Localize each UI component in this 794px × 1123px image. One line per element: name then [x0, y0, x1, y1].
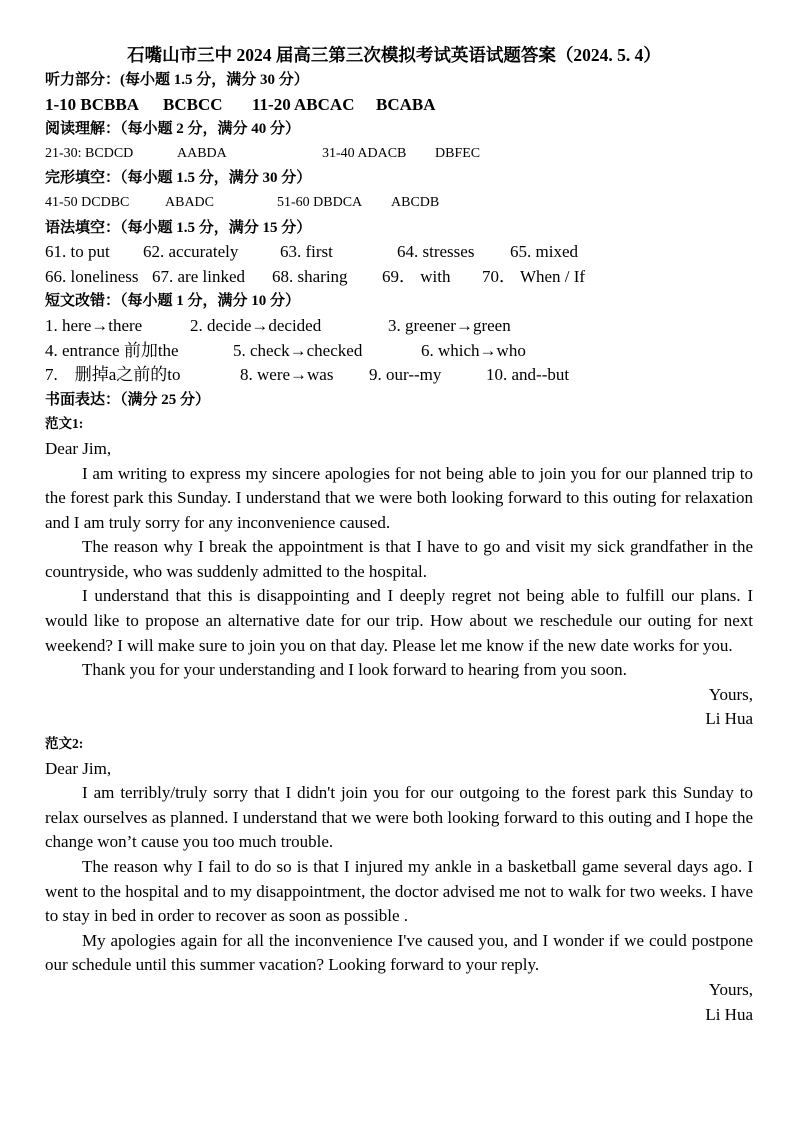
cloze-answer-group: 51-60 DBDCA	[277, 194, 363, 210]
correction-answer: 10. and--but	[486, 365, 570, 385]
correction-answer: 8. were→was	[240, 365, 334, 385]
listening-answers	[45, 93, 753, 118]
reading-answers	[45, 142, 753, 167]
correction-answer: 6. which→who	[421, 340, 526, 360]
correction-heading: 短文改错：（每小题 1 分，满分 10 分）	[45, 293, 301, 310]
sample-essay-1-signature: Li Hua	[705, 709, 753, 729]
grammar-answer: 66. loneliness	[45, 266, 139, 286]
reading-answer-group: AABDA	[177, 145, 227, 161]
grammar-answer: 63. first	[280, 242, 333, 262]
sample-essay-2-signature: Li Hua	[705, 1004, 753, 1024]
cloze-answer-group: ABCDB	[391, 194, 440, 210]
reading-answer-group: 21-30: BCDCD	[45, 145, 134, 161]
grammar-answers-row	[45, 265, 753, 290]
listening-answer-group: 11-20 ABCAC	[252, 94, 355, 114]
grammar-answer: 69． with	[382, 266, 451, 286]
sample-essay-1-paragraph: I am writing to express my sincere apologies for not being able to join you for our planned trip to the forest park this Sunday. I understand that we were both looking forward to this outing for relaxation and I am truly sorry for any inconvenience caused.	[45, 463, 753, 532]
reading-answer-group: 31-40 ADACB	[322, 145, 407, 161]
correction-answers-row	[45, 339, 753, 364]
sample-essay-1-paragraph: The reason why I break the appointment is that I have to go and visit my sick grandfather in the countryside, who was suddenly admitted to the hospital.	[45, 537, 753, 581]
cloze-answer-group: ABADC	[165, 194, 215, 210]
grammar-answer: 64. stresses	[397, 242, 475, 262]
grammar-answer: 70． When / If	[482, 266, 586, 286]
sample-essay-2-paragraph: My apologies again for all the inconvenience I've caused you, and I wonder if we could postpone our schedule until this summer vacation? Looking forward to your reply.	[45, 930, 753, 975]
sample-essay-2-label: 范文2:	[45, 736, 84, 752]
sample-essay-1-label: 范文1:	[45, 416, 84, 432]
listening-heading: 听力部分：(每小题 1.5 分，满分 30 分）	[45, 72, 309, 88]
answer-sheet	[45, 42, 753, 1027]
grammar-answer: 62. accurately	[143, 242, 239, 262]
correction-answer: 3. greener→green	[388, 315, 511, 335]
grammar-answer: 65. mixed	[510, 242, 578, 262]
correction-answers-row	[45, 363, 753, 388]
listening-answer-group: BCBCC	[163, 94, 223, 114]
writing-heading: 书面表达：（满分 25 分）	[45, 391, 211, 408]
correction-answer: 5. check→checked	[233, 340, 363, 360]
correction-answer: 4. entrance 前加the	[45, 340, 179, 360]
sample-essay-1-closing: Yours,	[708, 684, 753, 704]
sample-essay-2-paragraph: The reason why I fail to do so is that I injured my ankle in a basketball game several days ago. I went to the hospital and to my disappointment, the doctor advised me not to walk for two weeks. I have to stay in bed in order to recover as soon as possible .	[45, 857, 753, 926]
sample-essay-1-greeting: Dear Jim,	[45, 438, 112, 458]
grammar-answer: 68. sharing	[272, 266, 348, 286]
correction-answer: 7. 删掉a之前的to	[45, 365, 181, 385]
reading-answer-group: DBFEC	[435, 145, 481, 161]
grammar-answer: 61. to put	[45, 242, 110, 262]
cloze-heading: 完形填空：（每小题 1.5 分，满分 30 分）	[45, 170, 312, 187]
cloze-answers	[45, 191, 753, 216]
sample-essay-2-closing: Yours,	[708, 979, 753, 999]
correction-answers-row	[45, 314, 753, 339]
grammar-answers-row	[45, 240, 753, 265]
correction-answer: 1. here→there	[45, 315, 143, 335]
reading-heading: 阅读理解：（每小题 2 分，满分 40 分）	[45, 121, 301, 138]
sample-essay-2-paragraph: I am terribly/truly sorry that I didn't join you for our outgoing to the forest park this Sunday to relax ourselves as planned. I understand that we were both looking forward to this outing and I hope the change won’t cause you too much trouble.	[45, 783, 753, 852]
sample-essay-2-greeting: Dear Jim,	[45, 758, 112, 778]
page-title: 石嘴山市三中 2024 届高三第三次模拟考试英语试题答案（2024. 5. 4）	[127, 45, 661, 65]
grammar-heading: 语法填空：（每小题 1.5 分，满分 15 分）	[45, 219, 312, 236]
listening-answer-group: 1-10 BCBBA	[45, 94, 139, 114]
listening-answer-group: BCABA	[376, 94, 436, 114]
correction-answer: 2. decide→decided	[190, 315, 322, 335]
grammar-answer: 67. are linked	[152, 266, 245, 286]
correction-answer: 9. our--my	[369, 365, 442, 385]
sample-essay-1-paragraph: Thank you for your understanding and I look forward to hearing from you soon.	[82, 660, 627, 680]
cloze-answer-group: 41-50 DCDBC	[45, 194, 130, 210]
sample-essay-1-paragraph: I understand that this is disappointing and I deeply regret not being able to fulfill our plans. I would like to propose an alternative date for our trip. How about we reschedule our outing for next weekend? I will make sure to join you on that day. Please let me know if the new date works for you.	[45, 586, 753, 655]
